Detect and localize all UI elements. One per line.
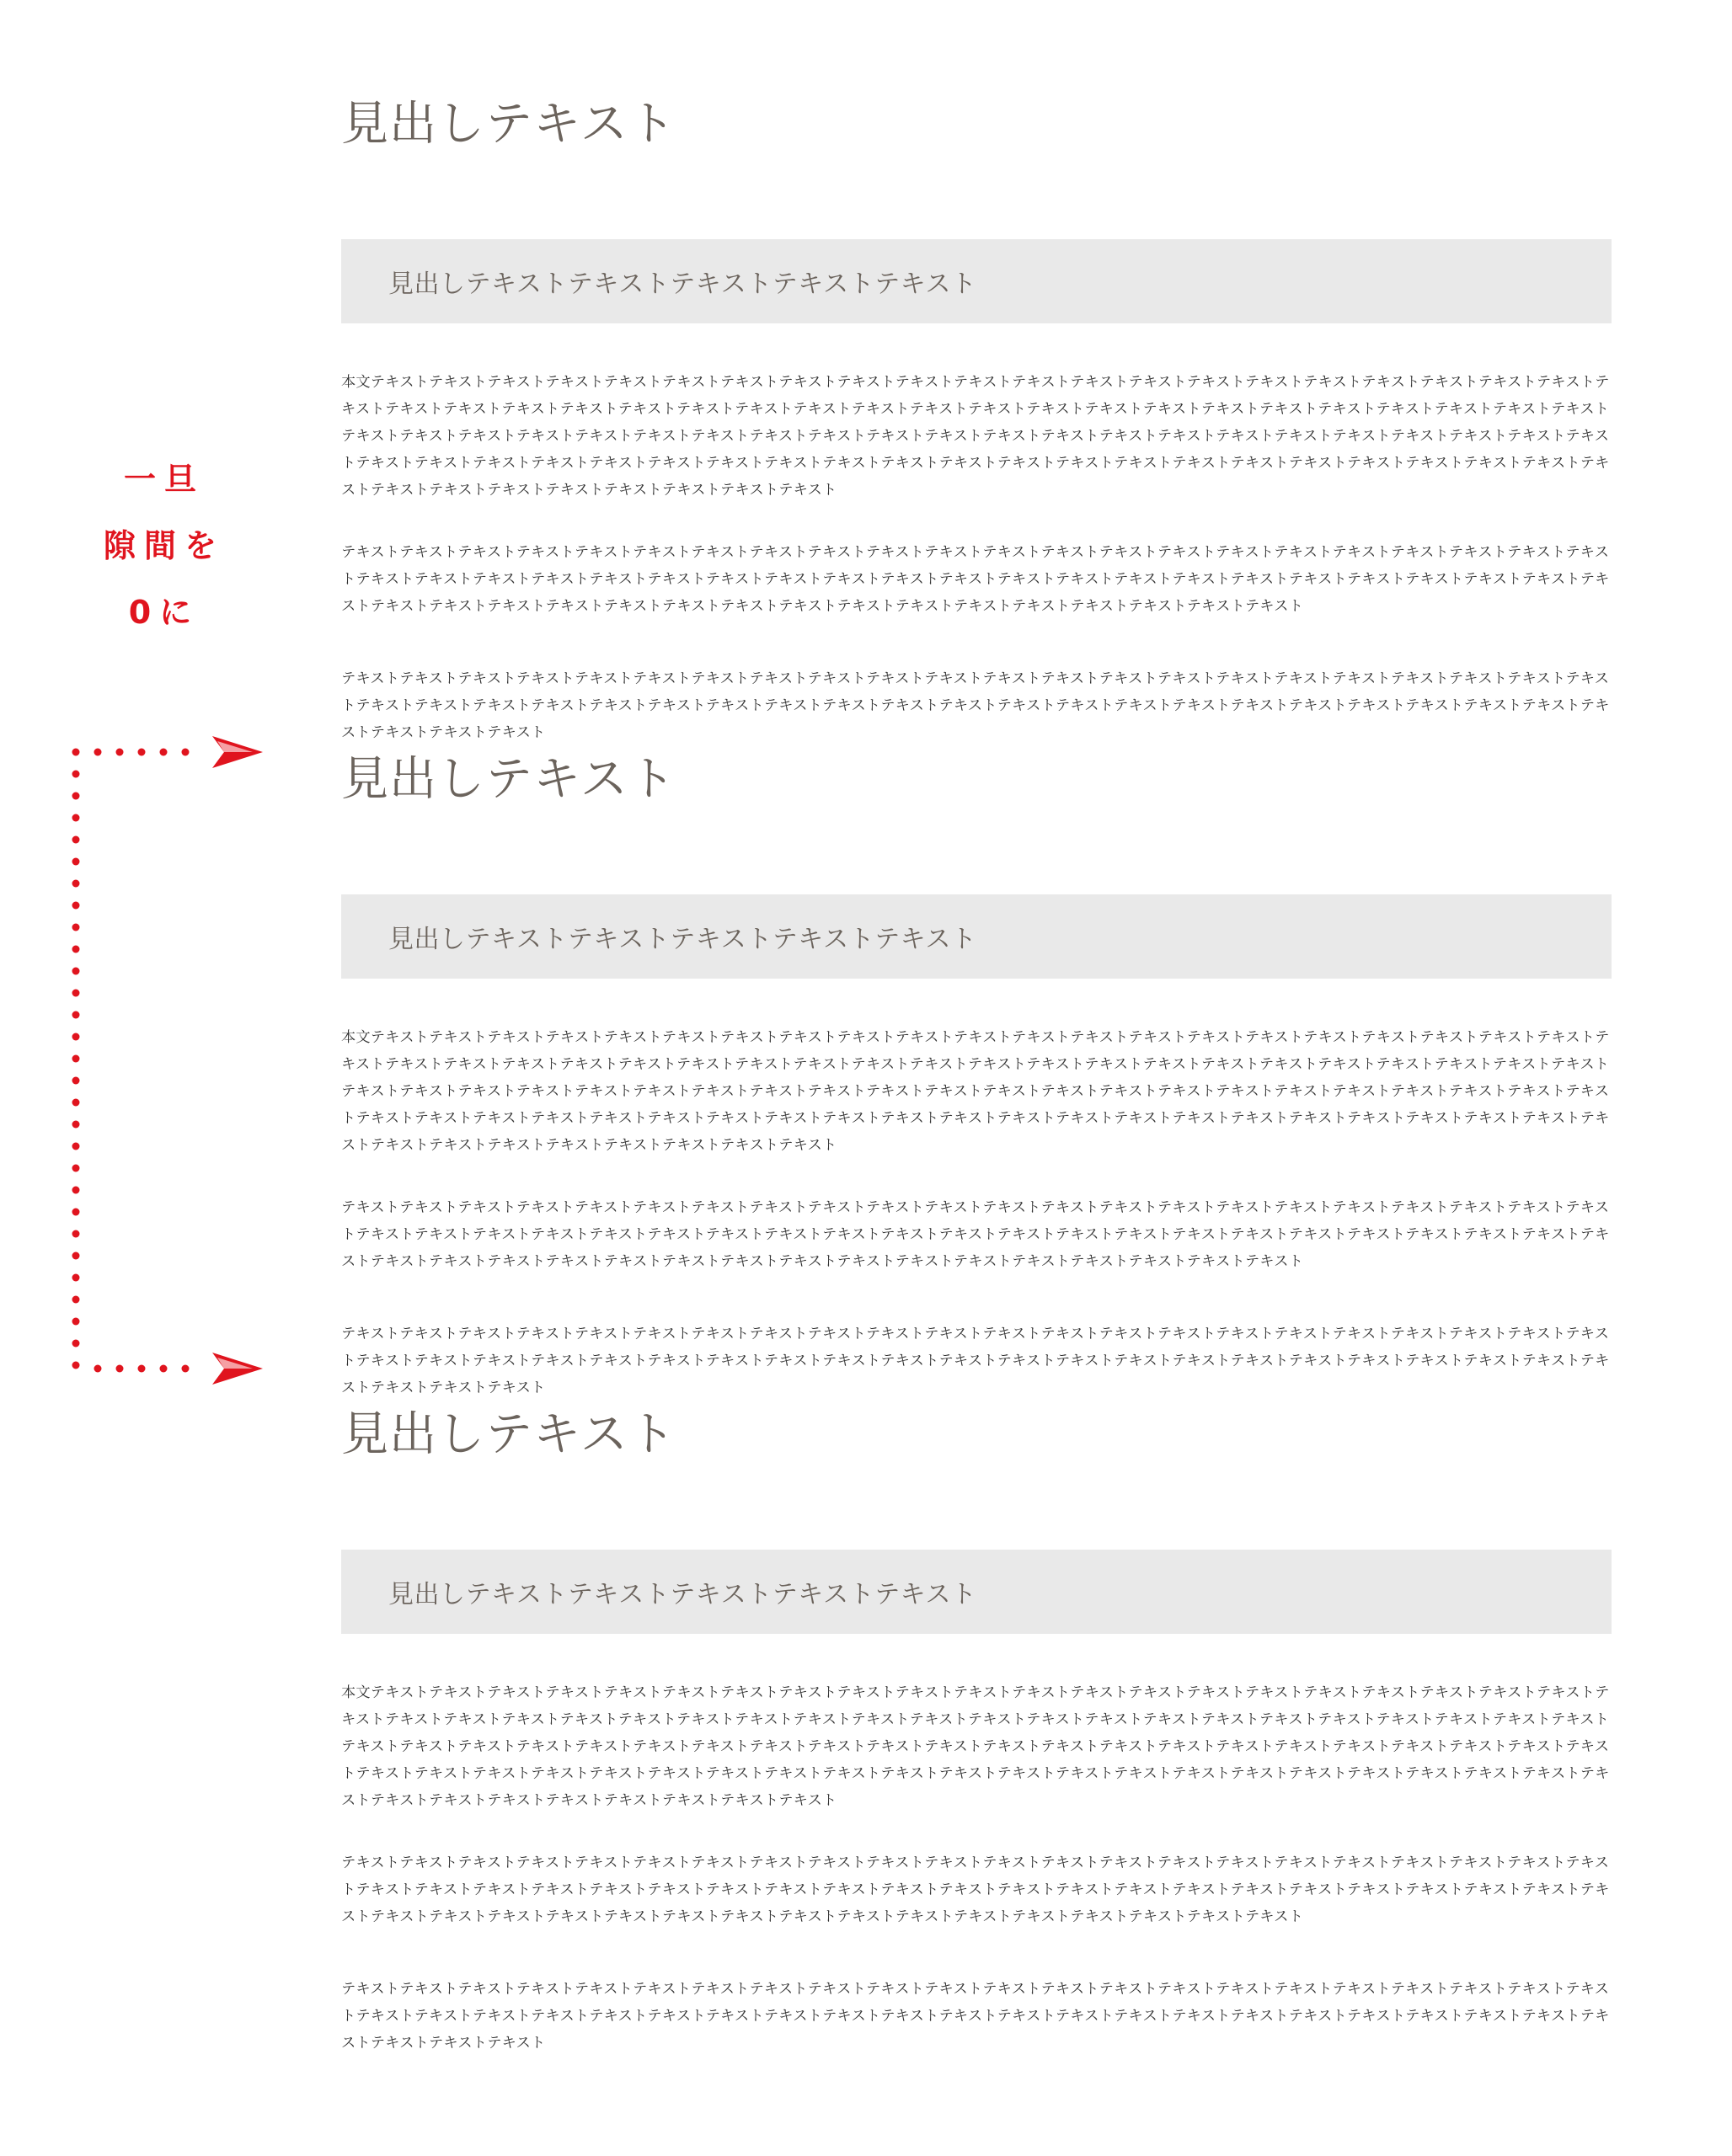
subheading-bar: [341, 1550, 1612, 1634]
subheading-bar: [341, 239, 1612, 323]
body-paragraph: テキストテキストテキストテキストテキストテキストテキストテキストテキストテキストテキストテキストテキストテキストテキストテキストテキストテキストテキストテキストテキストテキストテキストテキストテキストテキストテキストテキストテキストテキストテキストテキストテキストテキストテキストテキストテキストテキストテキストテキストテキストテキストテキストテキストテキストテキストテキスト: [341, 1981, 1610, 2052]
section-heading: 見出しテキスト: [341, 1407, 676, 1462]
article-content: [341, 91, 1612, 2057]
body-paragraph: テキストテキストテキストテキストテキストテキストテキストテキストテキストテキストテキストテキストテキストテキストテキストテキストテキストテキストテキストテキストテキストテキストテキストテキストテキストテキストテキストテキストテキストテキストテキストテキストテキストテキストテキストテキストテキストテキストテキストテキストテキストテキストテキストテキストテキストテキストテキスト: [341, 670, 1610, 741]
body-paragraph: テキストテキストテキストテキストテキストテキストテキストテキストテキストテキストテキストテキストテキストテキストテキストテキストテキストテキストテキストテキストテキストテキストテキストテキストテキストテキストテキストテキストテキストテキストテキストテキストテキストテキストテキストテキストテキストテキストテキストテキストテキストテキストテキストテキストテキストテキストテキストテキストテキストテキストテキストテキストテキストテキストテキストテキストテキストテキストテキストテキスト: [341, 1199, 1610, 1270]
body-paragraph: 本文テキストテキストテキストテキストテキストテキストテキストテキストテキストテキストテキストテキストテキストテキストテキストテキストテキストテキストテキストテキストテキストテキストテキストテキストテキストテキストテキストテキストテキストテキストテキストテキストテキストテキストテキストテキストテキストテキストテキストテキストテキストテキストテキストテキストテキストテキストテキストテキストテキストテキストテキストテキストテキストテキストテキストテキストテキストテキストテキストテキストテキストテキストテキストテキストテキストテキストテキストテキストテキストテキストテキストテキストテキストテキストテキストテキストテキストテキストテキストテキストテキストテキストテキストテキストテキストテキストテキストテキストテキストテキストテキストテキストテキストテキストテキスト: [341, 1684, 1610, 1809]
body-paragraph: 本文テキストテキストテキストテキストテキストテキストテキストテキストテキストテキストテキストテキストテキストテキストテキストテキストテキストテキストテキストテキストテキストテキストテキストテキストテキストテキストテキストテキストテキストテキストテキストテキストテキストテキストテキストテキストテキストテキストテキストテキストテキストテキストテキストテキストテキストテキストテキストテキストテキストテキストテキストテキストテキストテキストテキストテキストテキストテキストテキストテキストテキストテキストテキストテキストテキストテキストテキストテキストテキストテキストテキストテキストテキストテキストテキストテキストテキストテキストテキストテキストテキストテキストテキストテキストテキストテキストテキストテキストテキストテキストテキストテキストテキストテキストテキスト: [341, 1029, 1610, 1154]
body-paragraph: テキストテキストテキストテキストテキストテキストテキストテキストテキストテキストテキストテキストテキストテキストテキストテキストテキストテキストテキストテキストテキストテキストテキストテキストテキストテキストテキストテキストテキストテキストテキストテキストテキストテキストテキストテキストテキストテキストテキストテキストテキストテキストテキストテキストテキストテキストテキスト: [341, 1326, 1610, 1396]
section-heading: 見出しテキスト: [341, 752, 676, 807]
body-paragraph: 本文テキストテキストテキストテキストテキストテキストテキストテキストテキストテキストテキストテキストテキストテキストテキストテキストテキストテキストテキストテキストテキストテキストテキストテキストテキストテキストテキストテキストテキストテキストテキストテキストテキストテキストテキストテキストテキストテキストテキストテキストテキストテキストテキストテキストテキストテキストテキストテキストテキストテキストテキストテキストテキストテキストテキストテキストテキストテキストテキストテキストテキストテキストテキストテキストテキストテキストテキストテキストテキストテキストテキストテキストテキストテキストテキストテキストテキストテキストテキストテキストテキストテキストテキストテキストテキストテキストテキストテキストテキストテキストテキストテキストテキストテキストテキスト: [341, 374, 1610, 499]
section: [341, 746, 1612, 1401]
body-paragraph: テキストテキストテキストテキストテキストテキストテキストテキストテキストテキストテキストテキストテキストテキストテキストテキストテキストテキストテキストテキストテキストテキストテキストテキストテキストテキストテキストテキストテキストテキストテキストテキストテキストテキストテキストテキストテキストテキストテキストテキストテキストテキストテキストテキストテキストテキストテキストテキストテキストテキストテキストテキストテキストテキストテキストテキストテキストテキストテキストテキスト: [341, 544, 1610, 615]
body-paragraph: テキストテキストテキストテキストテキストテキストテキストテキストテキストテキストテキストテキストテキストテキストテキストテキストテキストテキストテキストテキストテキストテキストテキストテキストテキストテキストテキストテキストテキストテキストテキストテキストテキストテキストテキストテキストテキストテキストテキストテキストテキストテキストテキストテキストテキストテキストテキストテキストテキストテキストテキストテキストテキストテキストテキストテキストテキストテキストテキストテキスト: [341, 1854, 1610, 1925]
annotation-line-3: 0に: [128, 594, 200, 631]
section-heading: 見出しテキスト: [341, 97, 676, 152]
annotation-line-2: 隙間を: [103, 527, 225, 564]
arrowhead-top-icon: [212, 736, 263, 768]
dotted-line: [72, 749, 190, 1373]
subheading-bar: [341, 894, 1612, 979]
section: [341, 91, 1612, 746]
annotation-line-1: 一旦: [123, 461, 205, 498]
arrowhead-bottom-icon: [212, 1353, 263, 1385]
annotation-note: [84, 446, 244, 646]
section-subheading: 見出しテキストテキストテキストテキストテキスト: [388, 270, 977, 299]
section-subheading: 見出しテキストテキストテキストテキストテキスト: [388, 925, 977, 954]
section: [341, 1401, 1612, 2057]
section-subheading: 見出しテキストテキストテキストテキストテキスト: [388, 1580, 977, 1609]
